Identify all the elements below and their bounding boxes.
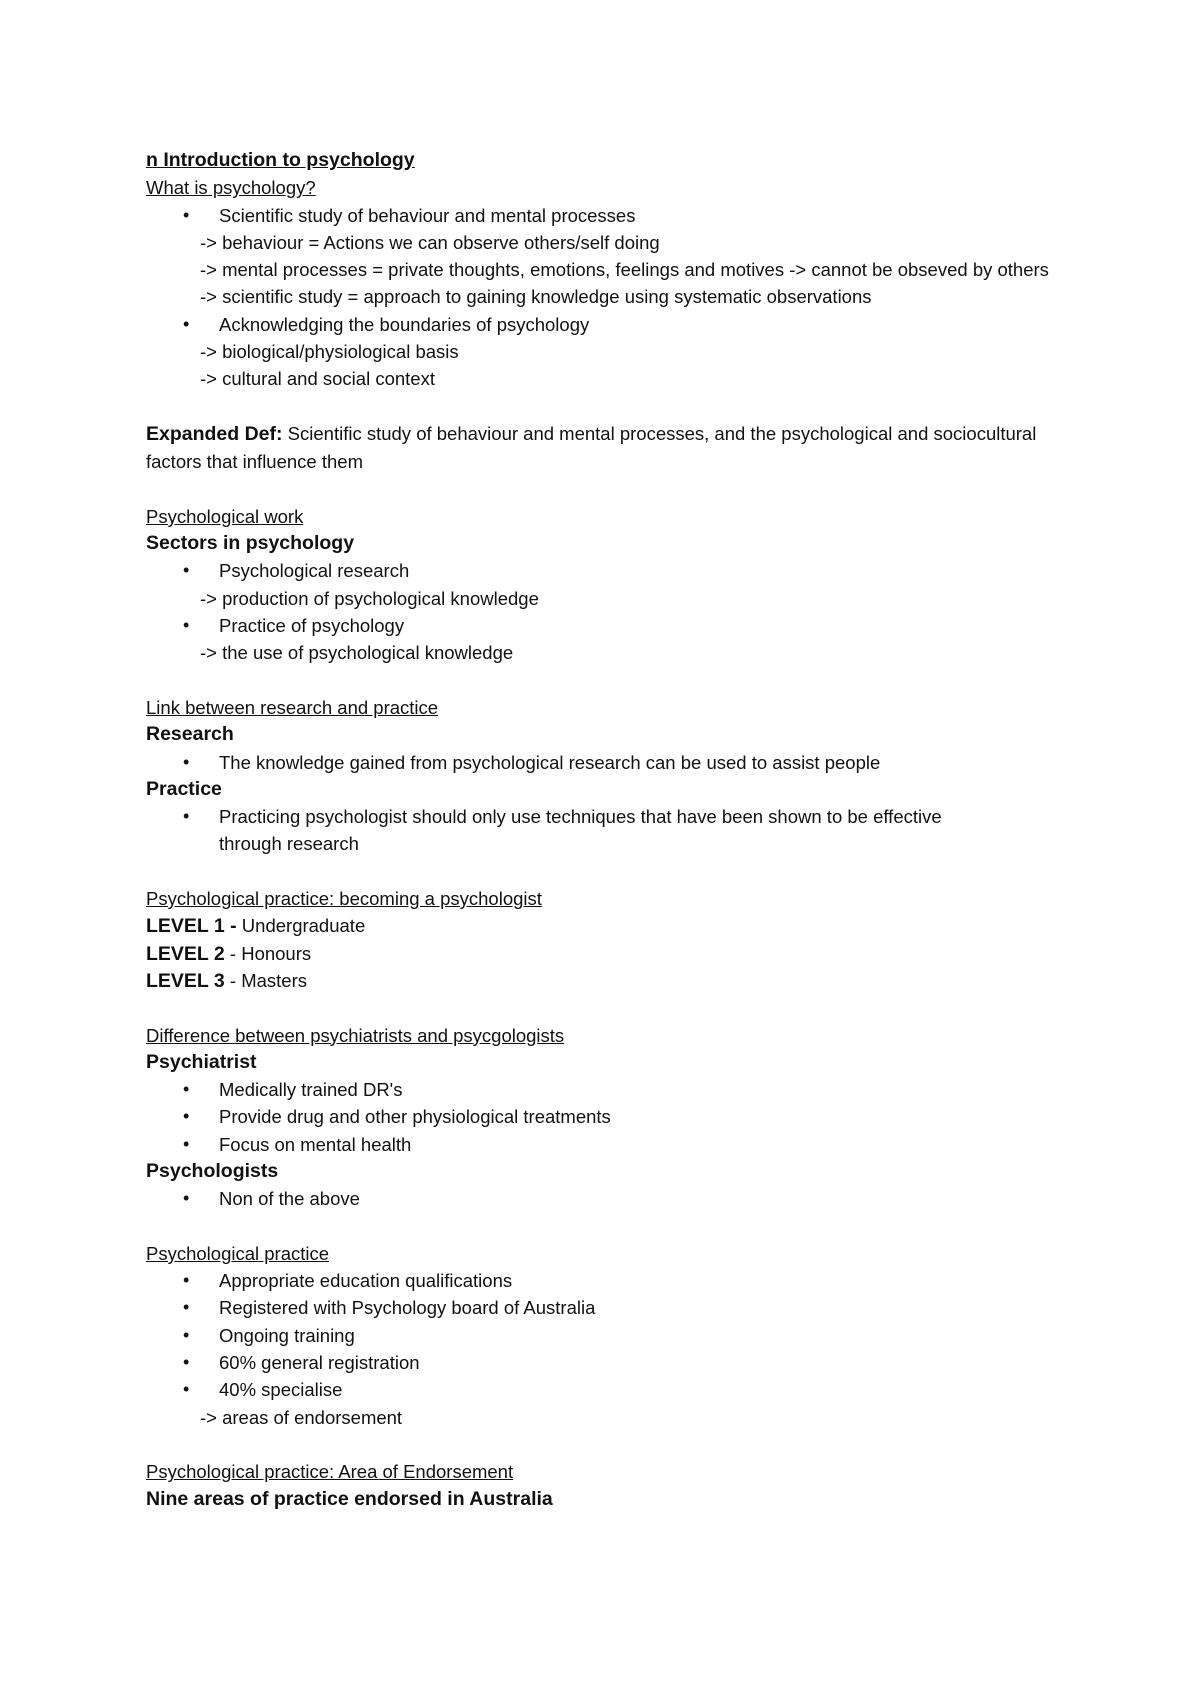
- spacer: [146, 858, 1076, 885]
- list-item: • Acknowledging the boundaries of psychology: [146, 311, 1076, 338]
- bullet-icon: •: [183, 1079, 190, 1100]
- bullet-icon: •: [183, 1297, 190, 1318]
- list-item: • Scientific study of behaviour and mental processes: [146, 202, 1076, 229]
- list-item: • Psychological research: [146, 557, 1076, 584]
- sub-item: -> the use of psychological knowledge: [200, 642, 514, 664]
- sub-item: -> cultural and social context: [200, 368, 435, 390]
- list-item: • Registered with Psychology board of Australia: [146, 1294, 1076, 1321]
- list-item: • Medically trained DR's: [146, 1076, 1076, 1103]
- bullet-icon: •: [183, 1188, 190, 1209]
- spacer: [146, 667, 1076, 694]
- bullet-icon: •: [183, 204, 190, 225]
- spacer: [146, 1213, 1076, 1240]
- level-item: LEVEL 3 - Masters: [146, 969, 307, 992]
- list-item: • 60% general registration: [146, 1349, 1076, 1376]
- subheading-nine-areas: Nine areas of practice endorsed in Australia: [146, 1487, 553, 1510]
- subheading-psychiatrist: Psychiatrist: [146, 1050, 257, 1073]
- level-item: LEVEL 2 - Honours: [146, 942, 312, 965]
- section-heading-area-of-endorsement: Psychological practice: Area of Endorsement: [146, 1461, 514, 1483]
- list-item: • Non of the above: [146, 1185, 1076, 1212]
- section-heading-becoming-psychologist: Psychological practice: becoming a psychologist: [146, 888, 542, 910]
- bullet-icon: •: [183, 615, 190, 636]
- sub-item: -> areas of endorsement: [200, 1406, 403, 1428]
- bullet-icon: •: [183, 560, 190, 581]
- spacer: [146, 1431, 1076, 1458]
- document-title: n Introduction to psychology: [146, 149, 415, 171]
- definition-label: Expanded Def:: [146, 422, 283, 445]
- level-item: LEVEL 1 - Undergraduate: [146, 915, 366, 938]
- sub-item: -> scientific study = approach to gaining knowledge using systematic observations: [200, 286, 872, 308]
- section-heading-psychological-work: Psychological work: [146, 505, 304, 527]
- bullet-icon: •: [183, 1352, 190, 1373]
- definition-text: Scientific study of behaviour and mental processes, and the psychological and sociocultural factors that influence them: [146, 422, 1037, 473]
- list-item: • Practicing psychologist should only use techniques that have been shown to be effective through research: [146, 803, 1076, 858]
- spacer: [146, 994, 1076, 1021]
- list-item: • Ongoing training: [146, 1322, 1076, 1349]
- list-item: • Practice of psychology: [146, 612, 1076, 639]
- subheading-practice: Practice: [146, 777, 222, 800]
- bullet-icon: •: [183, 1133, 190, 1154]
- subheading-research: Research: [146, 723, 234, 746]
- bullet-icon: •: [183, 313, 190, 334]
- spacer: [146, 393, 1076, 420]
- bullet-icon: •: [183, 1106, 190, 1127]
- list-item: • The knowledge gained from psychological research can be used to assist people: [146, 749, 1076, 776]
- document-content: [146, 147, 1076, 1513]
- bullet-icon: •: [183, 806, 190, 827]
- sub-item: -> mental processes = private thoughts, emotions, feelings and motives -> cannot be obseved by others: [200, 259, 1049, 281]
- sub-item: -> behaviour = Actions we can observe others/self doing: [200, 231, 660, 253]
- bullet-icon: •: [183, 1379, 190, 1400]
- subheading-psychologists: Psychologists: [146, 1159, 279, 1182]
- bullet-icon: •: [183, 1324, 190, 1345]
- subheading-sectors: Sectors in psychology: [146, 532, 355, 555]
- section-heading-difference: Difference between psychiatrists and psycgologists: [146, 1024, 565, 1046]
- section-heading-psychological-practice: Psychological practice: [146, 1242, 330, 1264]
- spacer: [146, 476, 1076, 503]
- section-heading-link: Link between research and practice: [146, 696, 439, 718]
- bullet-icon: •: [183, 751, 190, 772]
- list-item: • Focus on mental health: [146, 1131, 1076, 1158]
- list-item: • 40% specialise: [146, 1376, 1076, 1403]
- expanded-definition: [146, 420, 1076, 476]
- section-heading-what-is-psychology: What is psychology?: [146, 177, 316, 199]
- sub-item: -> production of psychological knowledge: [200, 587, 539, 609]
- list-item: • Appropriate education qualifications: [146, 1267, 1076, 1294]
- sub-item: -> biological/physiological basis: [200, 341, 459, 363]
- bullet-icon: •: [183, 1270, 190, 1291]
- list-item: • Provide drug and other physiological treatments: [146, 1103, 1076, 1130]
